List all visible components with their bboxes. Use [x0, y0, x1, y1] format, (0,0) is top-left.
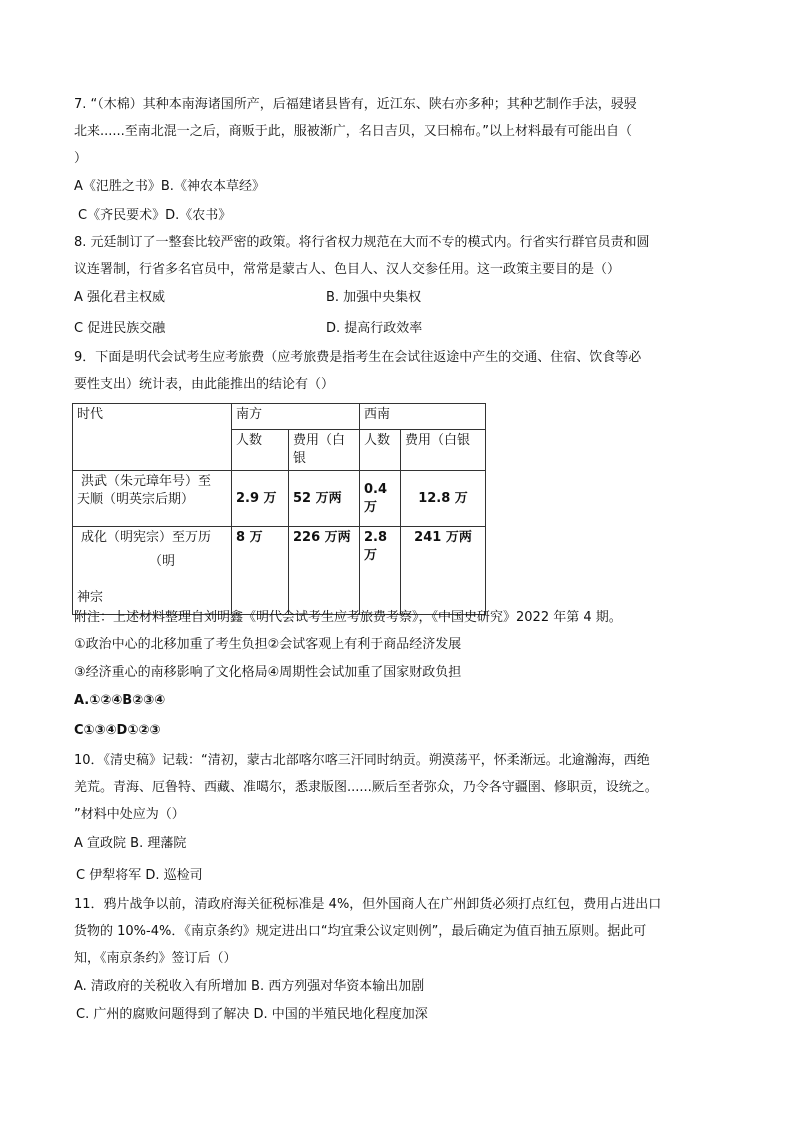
q10-line1: 10．《清史稿》记载：“清初，蒙古北部喀尔喀三汗同时纳贡。朔漠荡平，怀柔渐远。北逾瀚海，西绝: [74, 753, 650, 768]
q8-option-b: B. 加强中央集权: [326, 290, 422, 305]
table-row1-south-cost: 52 万两: [289, 471, 360, 527]
table-row2-era-c: 神宗: [77, 590, 104, 605]
q7-line1: 7. “（木棉）其种本南海诸国所产，后福建诸县皆有，近江东、陕右亦多种；其种艺制作手法，骎骎: [74, 97, 637, 112]
table-row1-southwest-people: 0.4 万: [360, 471, 401, 527]
q11-line3: 知，《南京条约》签订后（）: [74, 951, 237, 966]
table-header-southwest-cost: 费用（白银: [401, 430, 486, 471]
q9-line1: 9．下面是明代会试考生应考旅费（应考旅费是指考生在会试往返途中产生的交通、住宿、饮食等必: [74, 350, 642, 365]
q7-options-cd: C《齐民要术》D.《农书》: [78, 208, 232, 223]
table-row1-era-b: 天顺（明英宗后期）: [77, 492, 195, 507]
q7-options-ab: A《氾胜之书》B.《神农本草经》: [74, 179, 265, 194]
q9-statements-12: ①政治中心的北移加重了考生负担②会试客观上有利于商品经济发展: [74, 637, 462, 652]
table-header-south-cost: 费用（白银: [289, 430, 360, 471]
table-row2-era-b: （明: [149, 554, 176, 569]
q9-options-ab: A.①②④B②③④: [74, 693, 166, 708]
q9-statements-34: ③经济重心的南移影响了文化格局④周期性会试加重了国家财政负担: [74, 665, 462, 680]
q9-options-cd: C①③④D①②③: [74, 723, 161, 738]
q8-option-c: C 促进民族交融: [74, 321, 166, 336]
q11-line2: 货物的 10%-4%．《南京条约》规定进出口“均宜秉公议定则例”，最后确定为值百抽五原则。据此可: [74, 924, 647, 939]
table-row2-era: [73, 527, 232, 615]
q7-line2: 北来......至南北混一之后，商贩于此，服被渐广，名日吉贝，又曰棉布。”以上材料最有可能出自（: [74, 124, 633, 139]
table-header-south: 南方: [232, 404, 360, 430]
table-row2-southwest-cost: 241 万两: [401, 527, 486, 615]
q10-line2: 羌荒。青海、厄鲁特、西藏、准噶尔，悉隶版图......厥后至者弥众，乃令各守疆圉、修职贡，设统之。: [74, 780, 658, 795]
table-row2-south-cost: 226 万两: [289, 527, 360, 615]
q8-option-d: D. 提高行政效率: [326, 321, 423, 336]
table-header-south-people: 人数: [232, 430, 289, 471]
q10-options-ab: A 宣政院 B. 理藩院: [74, 836, 187, 851]
table-header-southwest-people: 人数: [360, 430, 401, 471]
table-row2-southwest-people: 2.8 万: [360, 527, 401, 615]
q8-line2: 议连署制，行省多名官员中，常常是蒙古人、色目人、汉人交参任用。这一政策主要目的是（）: [74, 262, 621, 277]
q9-note: 附注：上述材料整理自刘明鑫《明代会试考生应考旅费考察》，《中国史研究》2022 年第 4 期。: [74, 610, 622, 625]
q10-line3: ”材料中处应为（）: [74, 807, 185, 822]
table-header-southwest: 西南: [360, 404, 486, 430]
table-row1-era: [73, 471, 232, 527]
q7-line3: ）: [74, 151, 88, 166]
table-row1-era-a: 洪武（朱元璋年号）至: [81, 474, 212, 489]
q9-line2: 要性支出）统计表，由此能推出的结论有（）: [74, 377, 335, 392]
q8-option-a: A 强化君主权威: [74, 290, 166, 305]
q11-options-cd: C. 广州的腐败问题得到了解决 D. 中国的半殖民地化程度加深: [76, 1007, 428, 1022]
table-header-era: 时代: [73, 404, 232, 471]
q11-options-ab: A. 清政府的关税收入有所增加 B. 西方列强对华资本输出加剧: [74, 979, 425, 994]
table-row1-south-people: 2.9 万: [232, 471, 289, 527]
q10-options-cd: C 伊犁将军 D. 巡检司: [76, 868, 203, 883]
table-row2-era-a: 成化（明宪宗）至万历: [81, 530, 212, 545]
table-row2-south-people: 8 万: [232, 527, 289, 615]
travel-cost-table: [72, 403, 486, 615]
q11-line1: 11．鸦片战争以前，清政府海关征税标准是 4%，但外国商人在广州卸货必须打点红包，费用占进出口: [74, 897, 662, 912]
table-row1-southwest-cost: 12.8 万: [401, 471, 486, 527]
q8-line1: 8. 元廷制订了一整套比较严密的政策。将行省权力规范在大而不专的模式内。行省实行群官员责和圆: [74, 235, 650, 250]
